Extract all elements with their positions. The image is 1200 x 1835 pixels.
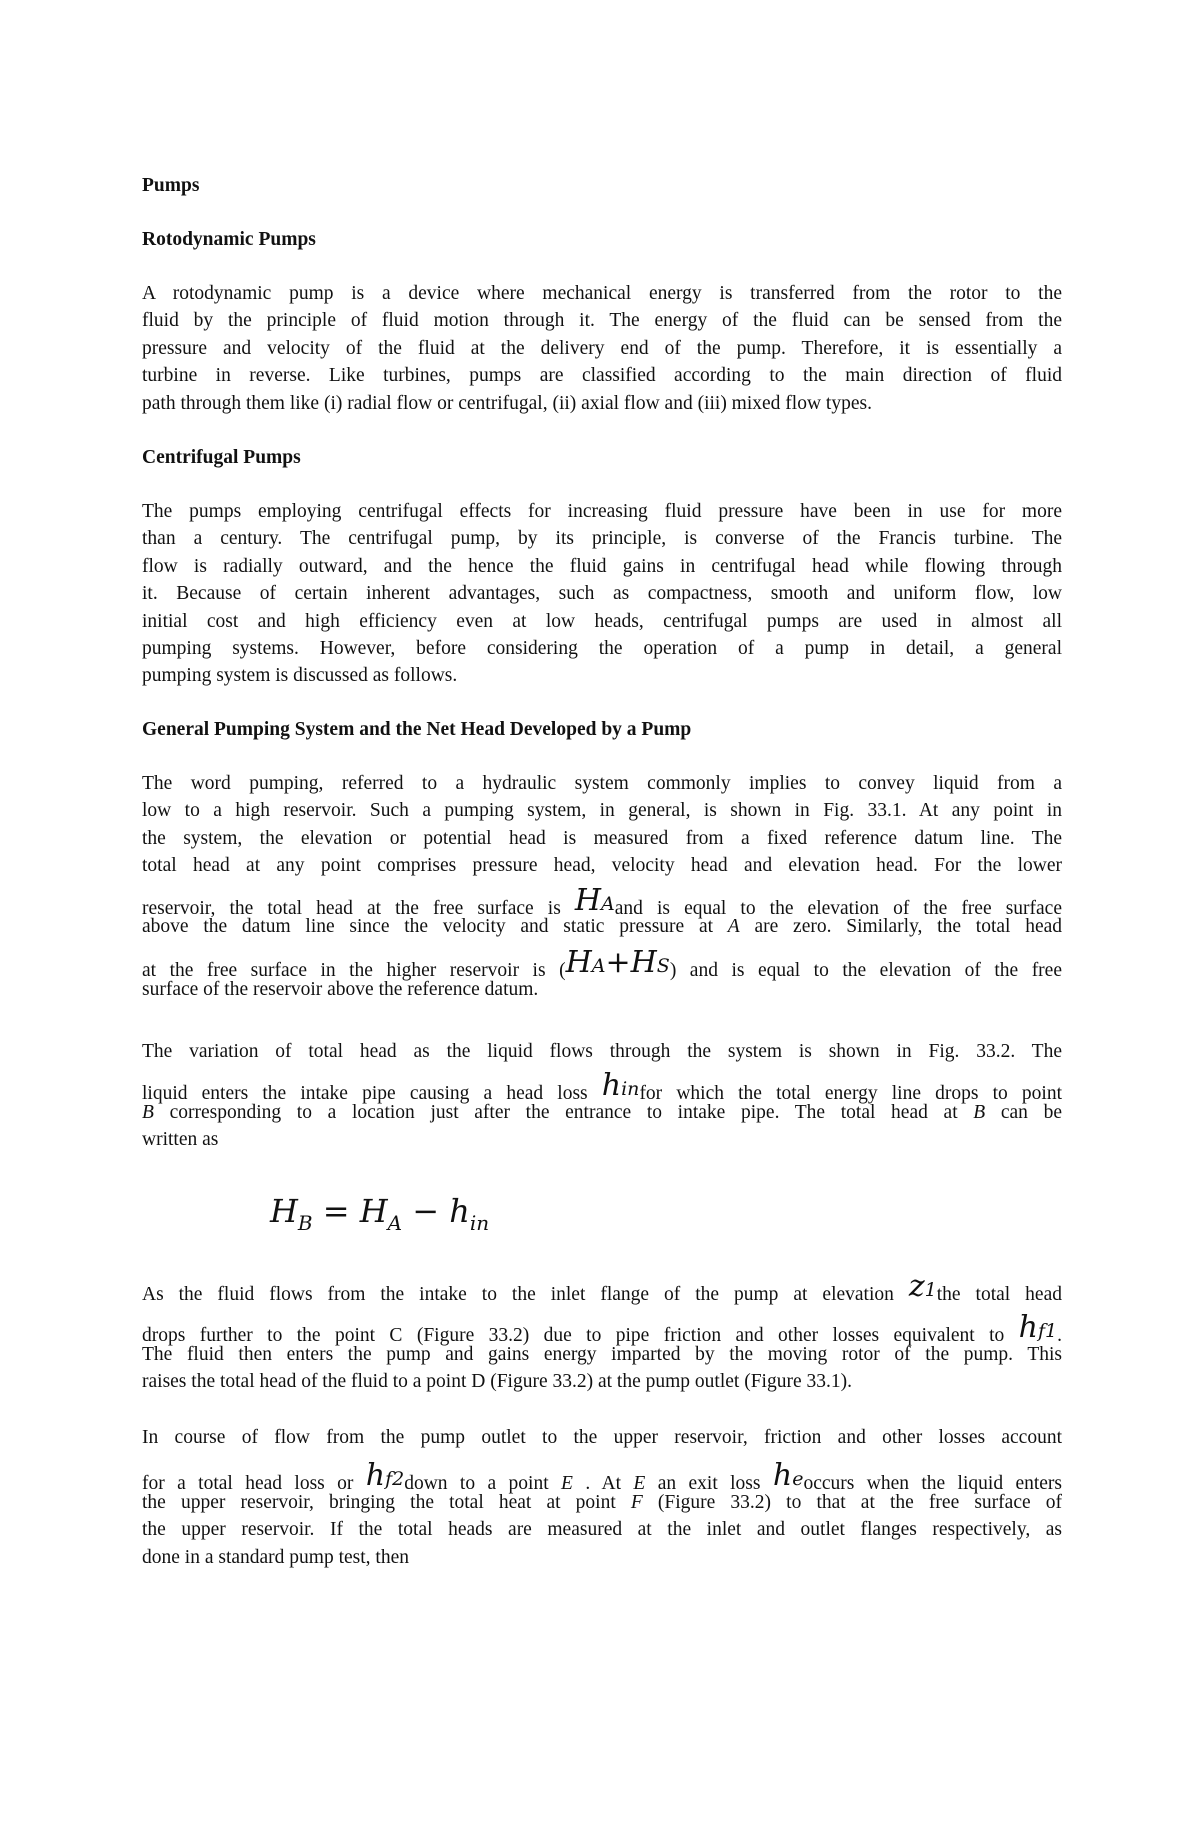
text-line: The fluid then enters the pump and gains energy imparted by the moving rotor of the pump. This xyxy=(142,1343,1062,1365)
text-line: reservoir, the total head at the free surface is HAand is equal to the elevation of the free surface xyxy=(142,882,1062,919)
text-line: flow is radially outward, and the hence the fluid gains in centrifugal head while flowing through xyxy=(142,555,1062,577)
text-line: The pumps employing centrifugal effects for increasing fluid pressure have been in use for more xyxy=(142,501,1062,522)
text-line: liquid enters the intake pipe causing a head loss hinfor which the total energy line drops to point xyxy=(142,1068,1062,1105)
text-line: The word pumping, referred to a hydraulic system commonly implies to convey liquid from a xyxy=(142,773,1062,794)
text-line: it. Because of certain inherent advantages, such as compactness, smooth and uniform flow, low xyxy=(142,583,1062,605)
text-line: done in a standard pump test, then xyxy=(142,1546,409,1568)
paragraph-inlet-flange xyxy=(142,1269,1062,1396)
document-title: Pumps xyxy=(142,175,200,196)
text-line: path through them like (i) radial flow or centrifugal, (ii) axial flow and (iii) mixed flow types. xyxy=(142,392,872,414)
text-line: low to a high reservoir. Such a pumping system, in general, is shown in Fig. 33.1. At any point in xyxy=(142,800,1062,822)
text-line: In course of flow from the pump outlet to the upper reservoir, friction and other losses account xyxy=(142,1427,1062,1448)
paragraph-pump-outlet xyxy=(142,1424,1062,1571)
text-line: The variation of total head as the liquid flows through the system is shown in Fig. 33.2. The xyxy=(142,1041,1062,1062)
text-line: than a century. The centrifugal pump, by its principle, is converse of the Francis turbine. The xyxy=(142,528,1062,550)
text-line: for a total head loss or hf2down to a point E . At E an exit loss heoccurs when the liquid enters xyxy=(142,1458,1063,1495)
text-line: surface of the reservoir above the reference datum. xyxy=(142,978,539,1000)
equation-HB: $H_B = H_A - h_{in}$ xyxy=(270,1192,490,1235)
text-line: B corresponding to a location just after the entrance to intake pipe. The total head at B can be xyxy=(142,1101,1062,1123)
text-line: turbine in reverse. Like turbines, pumps are classified according to the main direction of fluid xyxy=(142,365,1062,387)
text-line: the upper reservoir, bringing the total heat at point F (Figure 33.2) to that at the free surface of xyxy=(142,1491,1062,1513)
math-he: he xyxy=(772,1458,804,1494)
paragraph-total-head-variation xyxy=(142,1038,1062,1154)
text-line: A rotodynamic pump is a device where mechanical energy is transferred from the rotor to the xyxy=(142,283,1062,304)
math-hin: hin xyxy=(601,1068,640,1104)
text-line: the system, the elevation or potential head is measured from a fixed reference datum line. The xyxy=(142,827,1062,849)
paragraph-rotodynamic xyxy=(142,280,1062,417)
text-line: drops further to the point C (Figure 33.2) due to pipe friction and other losses equivalent to hf1. xyxy=(142,1310,1062,1347)
math-z1: z1 xyxy=(908,1269,937,1304)
paragraph-centrifugal xyxy=(142,498,1062,690)
text-line: at the free surface in the higher reservoir is (HA+HS) and is equal to the elevation of the free xyxy=(142,945,1062,982)
text-line: written as xyxy=(142,1129,219,1151)
text-line: raises the total head of the fluid to a point D (Figure 33.2) at the pump outlet (Figure 33.1). xyxy=(142,1371,852,1393)
text-line: total head at any point comprises pressure head, velocity head and elevation head. For the lower xyxy=(142,855,1062,877)
heading-centrifugal-pumps: Centrifugal Pumps xyxy=(142,447,301,468)
heading-general-pumping-system: General Pumping System and the Net Head Developed by a Pump xyxy=(142,719,692,740)
text-line: initial cost and high efficiency even at low heads, centrifugal pumps are used in almost all xyxy=(142,610,1062,632)
text-line: pumping systems. However, before considering the operation of a pump in detail, a general xyxy=(142,637,1062,659)
text-line: pressure and velocity of the fluid at the delivery end of the pump. Therefore, it is essentially a xyxy=(142,337,1062,359)
paragraph-pumping-system xyxy=(142,770,1062,1003)
text-line: the upper reservoir. If the total heads are measured at the inlet and outlet flanges respectively, as xyxy=(142,1519,1062,1541)
math-hf2: hf2 xyxy=(365,1458,405,1494)
math-HA-plus-HS: HA+HS xyxy=(565,945,670,981)
text-line: above the datum line since the velocity and static pressure at A are zero. Similarly, the total head xyxy=(142,915,1062,937)
text-line: As the fluid flows from the intake to the inlet flange of the pump at elevation z1the total head xyxy=(142,1269,1062,1305)
text-line: fluid by the principle of fluid motion through it. The energy of the fluid can be sensed from the xyxy=(142,310,1062,332)
math-HA: HA xyxy=(574,882,615,918)
heading-rotodynamic-pumps: Rotodynamic Pumps xyxy=(142,229,316,250)
text-line: pumping system is discussed as follows. xyxy=(142,665,458,687)
math-hf1: hf1 xyxy=(1018,1310,1058,1346)
